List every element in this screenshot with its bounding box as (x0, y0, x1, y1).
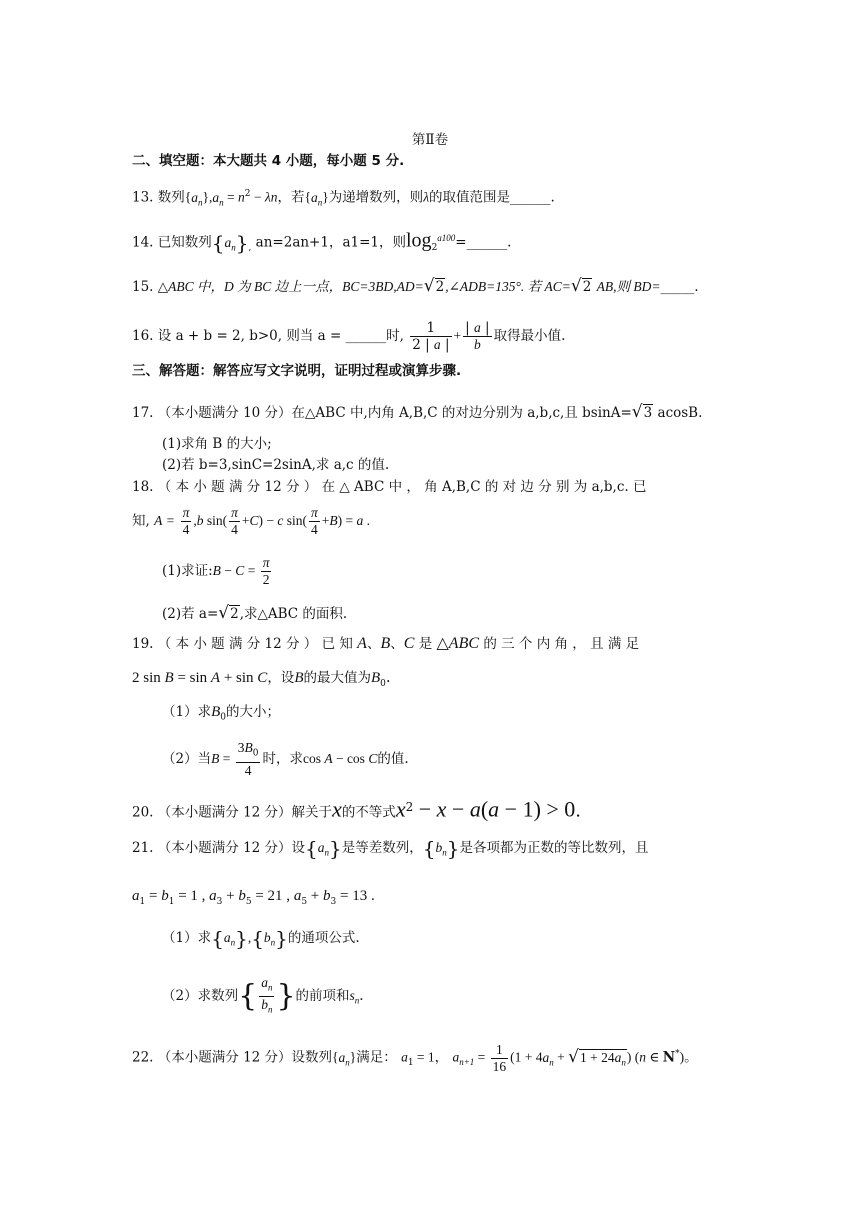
q19-condition: 2 sin B = sin A + sin C，设B的最大值为$B_0$. (132, 668, 391, 689)
q18-condition: 知, A = $\frac{\pi}{4}$ ,b sin( $\frac{\pi}{4}$ +C) − c sin( $\frac{\pi}{4}$ +B) = a . (132, 505, 370, 537)
q17-part-2: (2)若 b=3,sinC=2sinA,求 a,c 的值. (162, 457, 390, 473)
q19-part-2: （2）当B = $\frac{3B_0}{4}$ 时，求cos A − cos C的值. (162, 740, 409, 778)
q13-number: 13. (132, 189, 154, 206)
question-22: 22. （本小题满分 12 分）设数列$\{a_n\}$满足： $a_1 = 1$， $a_{n+1}$ = $\frac{1}{16}$ $(1 + 4a_n + √1 + 24a_n)$ (n ∈ N*)。 (132, 1041, 698, 1074)
q21-condition: $a_1 = b_1 = 1$ , $a_3 + b_5 = 21$ , $a_5 + b_3 = 13$ . (132, 888, 375, 907)
question-15: 15. △ABC 中，D 为 BC 边上一点，BC=3BD,AD=√2,∠ADB=135°. 若 AC=√2 AB,则 BD=_____. (132, 276, 699, 296)
solution-header: 三、解答题：解答应写文字说明，证明过程或演算步骤. (132, 363, 462, 379)
question-14: 14. 已知数列$\{a_n\}_,$ an=2an+1，a1=1，则$\log_2^{a100}=\_\_\_\_\_\_$. (132, 229, 512, 255)
question-13: 13. 数列$\{a_n\},a_n = n^2 - \lambda n$，若$\{a_n\}$为递增数列，则λ的取值范围是______. (132, 189, 555, 208)
fill-blank-header: 二、填空题：本大题共 4 小题，每小题 5 分. (132, 153, 405, 169)
question-21: 21. （本小题满分 12 分）设$\{a_n\}$是等差数列，$\{b_n\}$是各项都为正数的等比数列，且 (132, 836, 649, 861)
question-18: 18. （ 本 小 题 满 分 12 分 ） 在 △ ABC 中 ， 角 A,B,C 的 对 边 分 别 为 a,b,c. 已 (132, 479, 647, 495)
question-20: 20. （本小题满分 12 分）解关于x的不等式$x^2 - x - a(a - 1) > 0$. (132, 796, 582, 822)
q18-part-2: (2)若 a=√2,求△ABC 的面积. (162, 603, 348, 623)
question-16: 16. 设 a + b = 2, b>0, 则当 a = ______时, $\frac{1}{2 | a |}$ + $\frac{| a |}{b}$ 取得最小值. (132, 320, 566, 353)
q14-blank: ______. (466, 234, 512, 251)
section-title: 第Ⅱ卷 (411, 132, 449, 148)
q21-part-1: （1）求$\{a_n\},\{b_n\}$的通项公式. (162, 926, 360, 951)
question-19: 19. （ 本 小 题 满 分 12 分 ） 已 知 A、B、C 是 △ABC 的 三 个 内 角 ， 且 满 足 (132, 635, 640, 652)
q17-part-1: (1)求角 B 的大小; (162, 436, 272, 452)
q21-part-2: （2）求数列{ $\frac{a_n}{b_n}$ }的前项和$s_n$. (162, 975, 364, 1015)
q13-blank: ______. (510, 189, 555, 206)
question-17: 17. （本小题满分 10 分）在△ABC 中,内角 A,B,C 的对边分别为 a,b,c,且 bsinA=√3 acosB. (132, 402, 703, 422)
q19-part-1: （1）求$B_0$的大小； (162, 704, 280, 723)
q18-part-1: (1)求证:B − C = $\frac{\pi}{2}$ (162, 555, 270, 587)
